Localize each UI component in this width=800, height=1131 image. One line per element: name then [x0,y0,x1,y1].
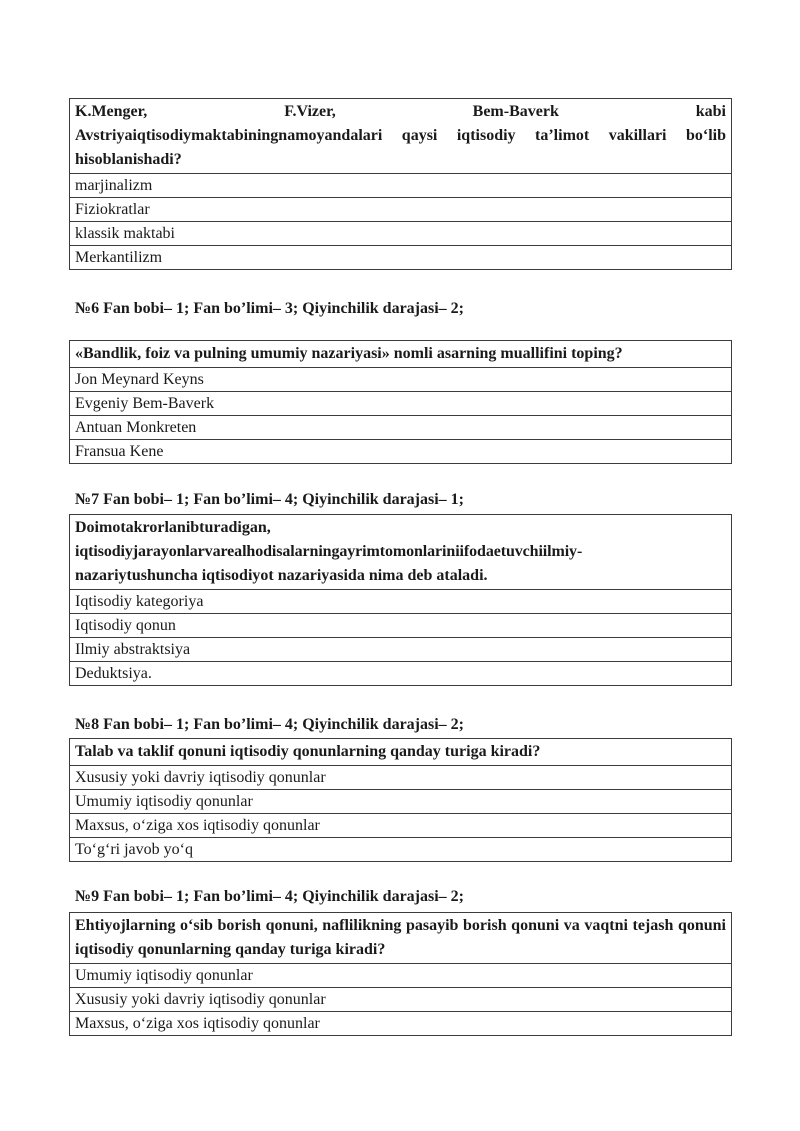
answer-option: Maxsus, o‘ziga xos iqtisodiy qonunlar [70,1012,732,1036]
question-word: K.Menger, [75,103,148,120]
question-rest: Avstriyaiqtisodiymaktabiningnamoyandalari qaysi iqtisodiy ta’limot vakillari bo‘lib hisoblanishadi? [75,127,726,168]
question-table-8 [69,738,732,862]
answer-option: Fiziokratlar [70,198,732,222]
question-text [70,99,732,174]
question-line: nazariytushuncha iqtisodiyot nazariyasida nima deb ataladi. [75,567,488,584]
question-text: Ehtiyojlarning o‘sib borish qonuni, naflilikning pasayib borish qonuni va vaqtni tejash qonuni iqtisodiy qonunlarning qanday turiga kiradi? [70,913,732,964]
answer-option: Umumiy iqtisodiy qonunlar [70,790,732,814]
answer-option: Xususiy yoki davriy iqtisodiy qonunlar [70,766,732,790]
answer-option: To‘g‘ri javob yo‘q [70,838,732,862]
question-table-5 [69,98,732,270]
answer-option: Evgeniy Bem-Baverk [70,392,732,416]
question-word: F.Vizer, [284,103,336,120]
question-line: Doimotakrorlanibturadigan, [75,519,271,536]
question-header-9: №9 Fan bobi– 1; Fan bo’limi– 4; Qiyinchilik darajasi– 2; [75,888,465,905]
question-text [70,515,732,590]
question-table-7 [69,514,732,686]
answer-option: Jon Meynard Keyns [70,368,732,392]
question-header-6: №6 Fan bobi– 1; Fan bo’limi– 3; Qiyinchilik darajasi– 2; [75,300,465,317]
answer-option: Xususiy yoki davriy iqtisodiy qonunlar [70,988,732,1012]
answer-option: Iqtisodiy kategoriya [70,590,732,614]
answer-option: Fransua Kene [70,440,732,464]
question-word: kabi [695,103,726,120]
question-table-9 [69,912,732,1036]
answer-option: klassik maktabi [70,222,732,246]
answer-option: Maxsus, o‘ziga xos iqtisodiy qonunlar [70,814,732,838]
question-line: iqtisodiyjarayonlarvarealhodisalarningayrimtomonlariniifodaetuvchiilmiy- [75,543,583,560]
answer-option: Antuan Monkreten [70,416,732,440]
answer-option: Umumiy iqtisodiy qonunlar [70,964,732,988]
answer-option: marjinalizm [70,174,732,198]
question-header-8: №8 Fan bobi– 1; Fan bo’limi– 4; Qiyinchilik darajasi– 2; [75,716,465,733]
question-text: «Bandlik, foiz va pulning umumiy nazariyasi» nomli asarning muallifini toping? [70,341,732,368]
question-word: Bem-Baverk [472,103,559,120]
question-text: Talab va taklif qonuni iqtisodiy qonunlarning qanday turiga kiradi? [70,739,732,766]
question-header-7: №7 Fan bobi– 1; Fan bo’limi– 4; Qiyinchilik darajasi– 1; [75,491,465,508]
question-table-6 [69,340,732,464]
answer-option: Deduktsiya. [70,662,732,686]
answer-option: Iqtisodiy qonun [70,614,732,638]
question-first-line [75,100,726,124]
answer-option: Merkantilizm [70,246,732,270]
answer-option: Ilmiy abstraktsiya [70,638,732,662]
